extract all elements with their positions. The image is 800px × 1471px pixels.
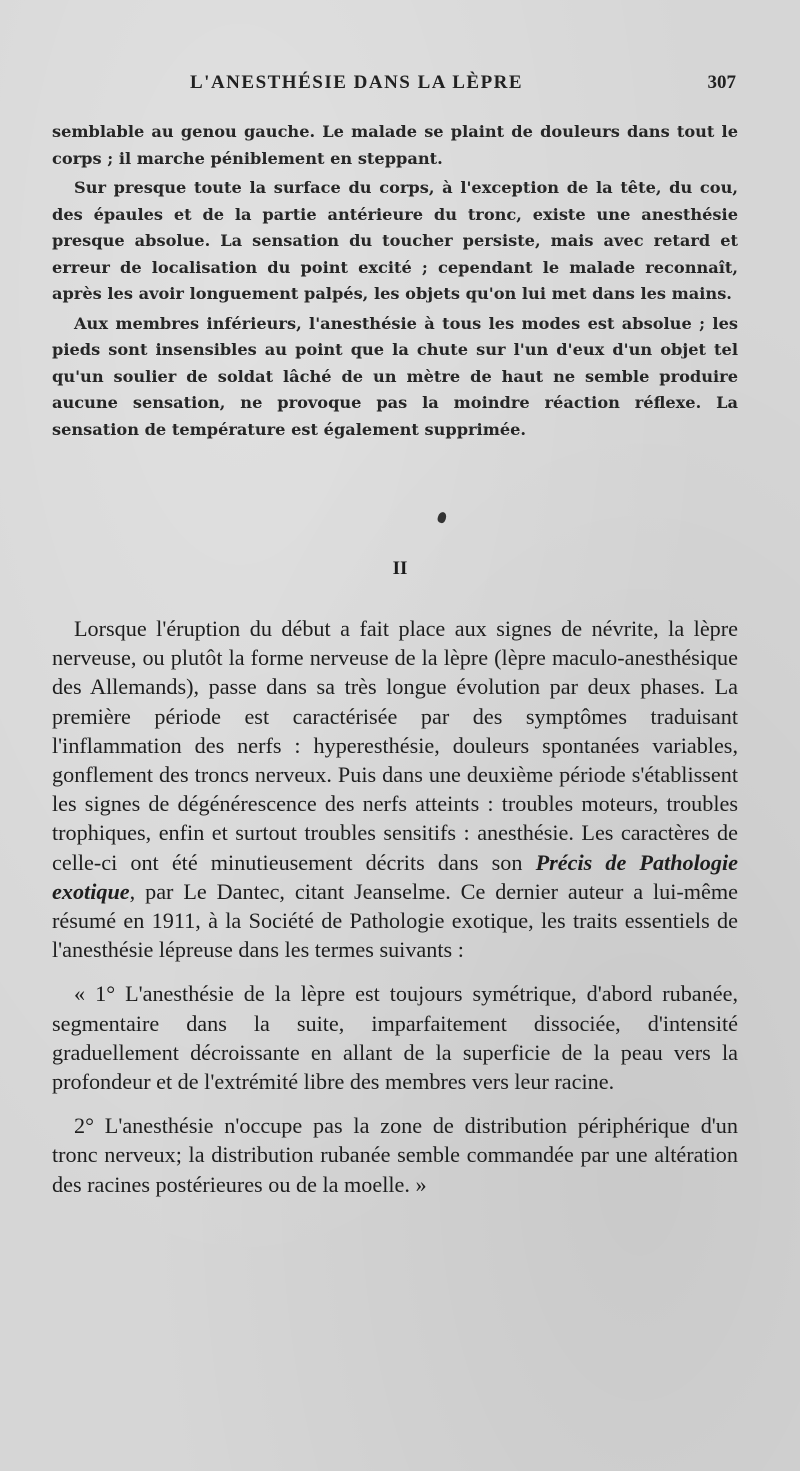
- text-block-observation: [52, 119, 738, 443]
- paragraph-continuation: semblable au genou gauche. Le malade se plaint de douleurs dans tout le corps ; il marche péniblement en steppant.: [52, 122, 738, 168]
- paragraph-body-surface: Sur presque toute la surface du corps, à l'exception de la tête, du cou, des épaules et de la partie antérieure du tronc, existe une anesthésie presque absolue. La sensation du toucher persiste, mais avec retard et erreur de localisation du point excité ; cependant le malade reconnaît, après les avoir longuement palpés, les objets qu'on lui met dans les mains.: [52, 178, 738, 303]
- ink-spot: [436, 511, 447, 524]
- paragraph-nervous-leprosy: [52, 614, 738, 964]
- section-heading: II: [392, 558, 408, 579]
- page-number: 307: [707, 72, 736, 93]
- running-title: L'ANESTHÉSIE DANS LA LÈPRE: [190, 72, 524, 93]
- quote-point-2: 2° L'anesthésie n'occupe pas la zone de distribution périphérique d'un tronc nerveux; la distribution rubanée semble commandée par une altération des racines postérieures ou de la moelle. »: [52, 1113, 738, 1197]
- book-title-italic: Précis de Pathologie exotique: [52, 849, 738, 904]
- running-head: [40, 72, 740, 102]
- paragraph-text-end: , par Le Dantec, citant Jeanselme. Ce dernier auteur a lui-même résumé en 1911, à la Société de Pathologie exotique, les traits essentiels de l'anesthésie lépreuse dans les termes suivants :: [52, 878, 738, 963]
- paragraph-text-start: Lorsque l'éruption du début a fait place aux signes de névrite, la lèpre nerveuse, ou plutôt la forme nerveuse de la lèpre (lèpre maculo-anesthésique des Allemands), passe dans sa très longue évolution par deux phases. La première période est caractérisée par des symptômes traduisant l'inflammation des nerfs : hyperesthésie, douleurs spontanées variables, gonflement des troncs nerveux. Puis dans une deuxième période s'établissent les signes de dégénérescence des nerfs atteints : troubles moteurs, troubles trophiques, enfin et surtout troubles sensitifs : anesthésie. Les caractères de celle-ci ont été minutieusement décrits dans son: [52, 616, 738, 875]
- text-block-section-ii: [52, 614, 738, 1199]
- quote-point-1: « 1° L'anesthésie de la lèpre est toujours symétrique, d'abord rubanée, segmentaire dans la suite, imparfaitement dissociée, d'intensité graduellement décroissante en allant de la superficie de la peau vers la profondeur et de l'extrémité libre des membres vers leur racine.: [52, 981, 738, 1095]
- paragraph-lower-limbs: Aux membres inférieurs, l'anesthésie à tous les modes est absolue ; les pieds sont insensibles au point que la chute sur l'un d'eux d'un objet tel qu'un soulier de soldat lâché de un mètre de haut ne semble produire aucune sensation, ne provoque pas la moindre réaction réflexe. La sensation de température est également supprimée.: [52, 313, 738, 439]
